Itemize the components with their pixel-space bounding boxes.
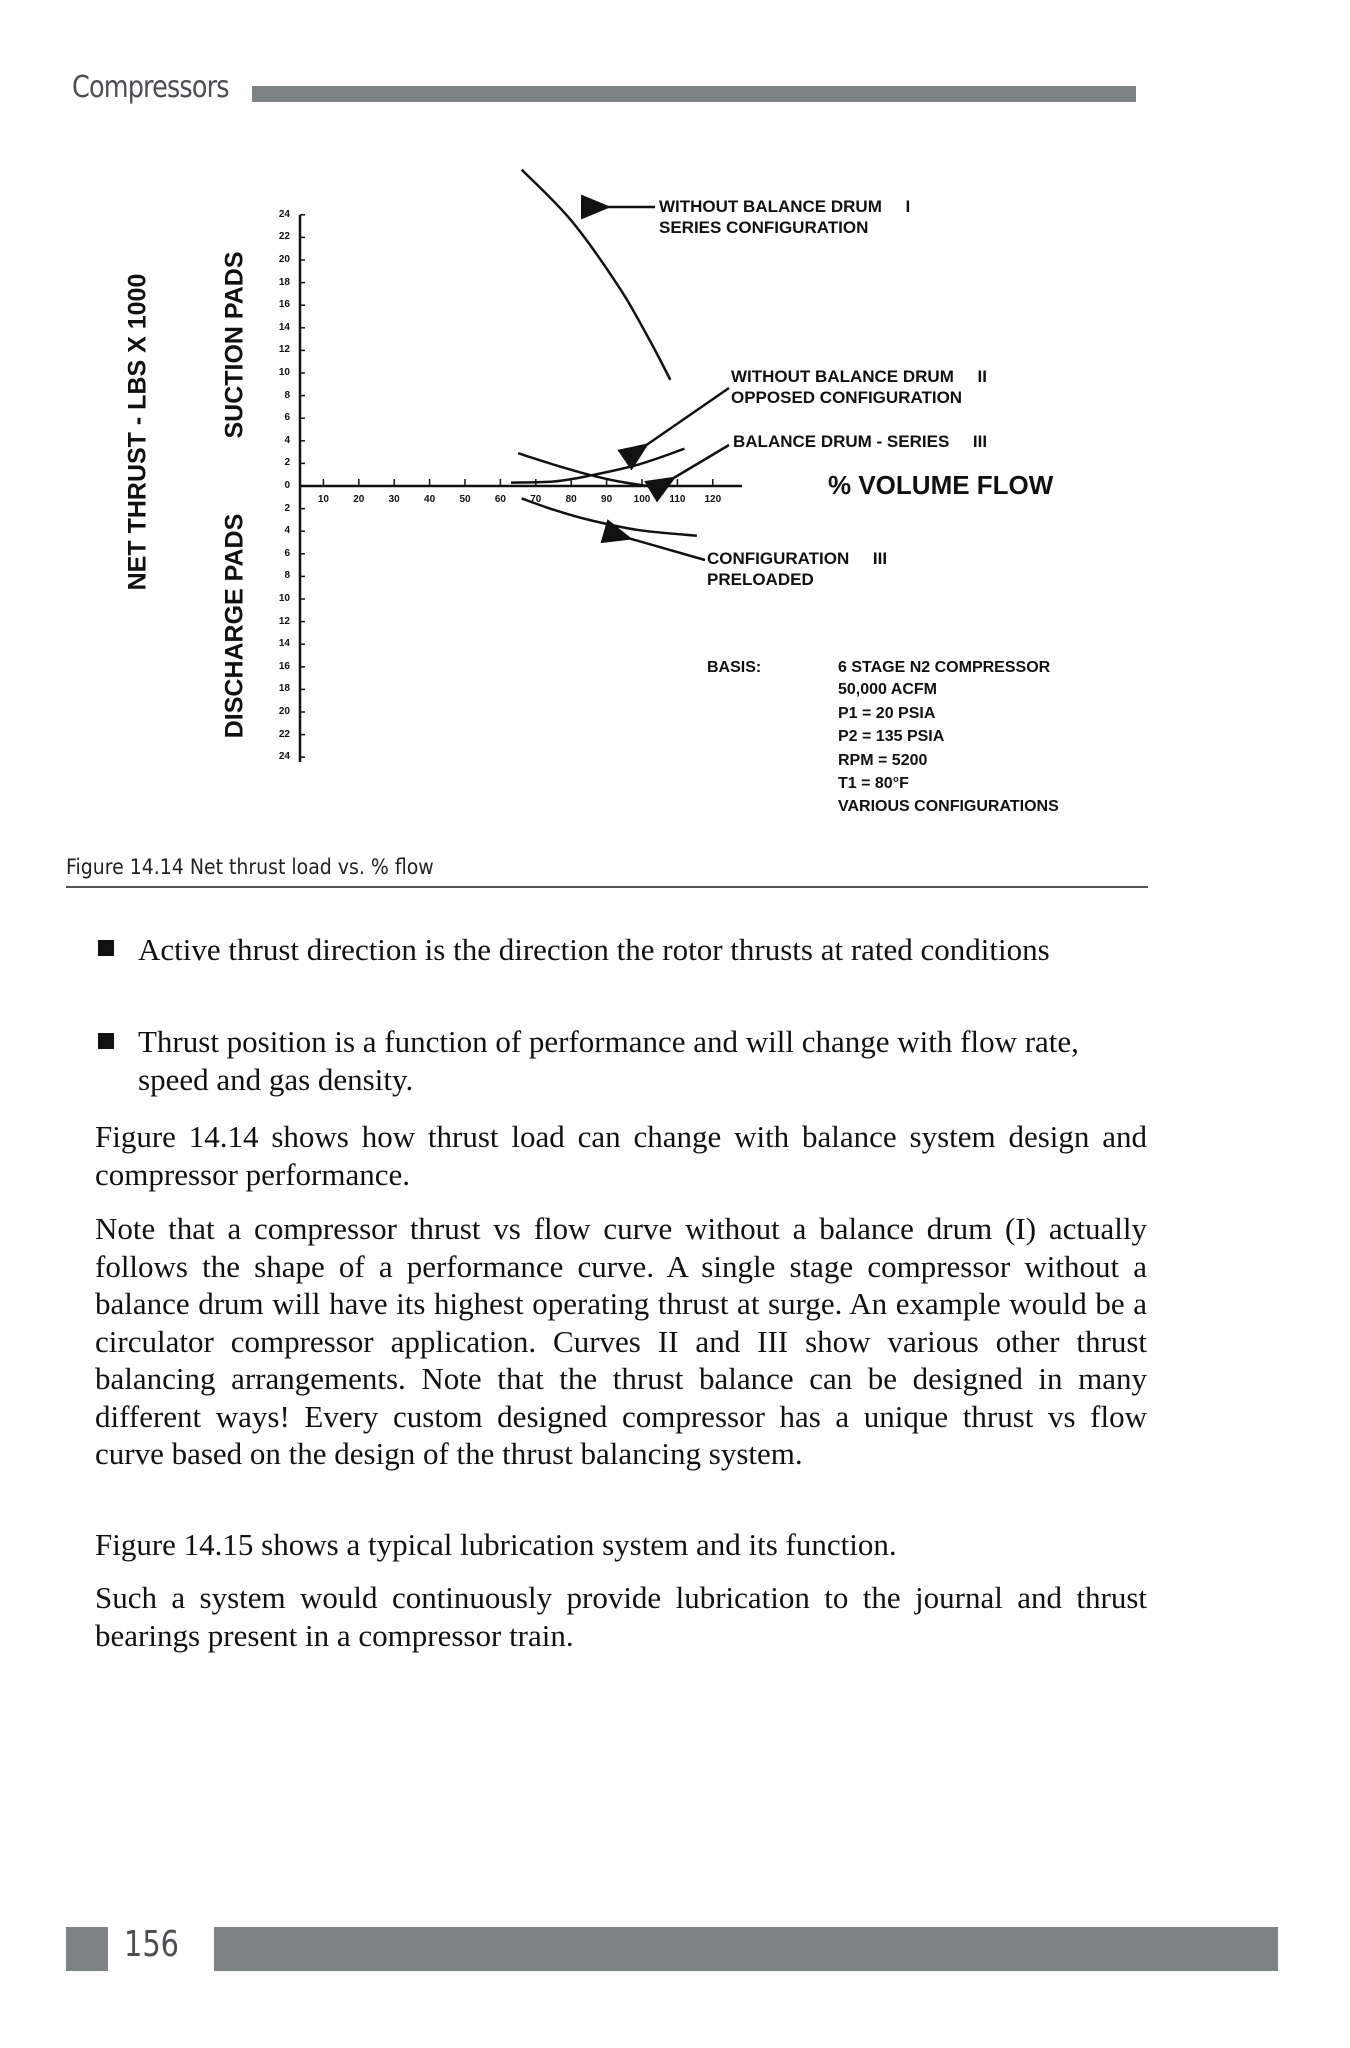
caption-rule — [66, 886, 1148, 888]
tick-label: 4 — [284, 525, 290, 537]
basis-line: RPM = 5200 — [838, 752, 928, 769]
footer-block — [66, 1927, 108, 1971]
paragraph: Figure 14.14 shows how thrust load can change with balance system design and compressor performance. — [95, 1119, 1147, 1192]
tick-label: 18 — [278, 276, 290, 288]
tick-label: 2 — [284, 502, 290, 514]
x-axis-title: % VOLUME FLOW — [828, 470, 1054, 500]
footer-bar — [214, 1927, 1278, 1971]
arrow-curve4 — [628, 538, 705, 560]
tick-label: 6 — [284, 547, 290, 559]
figure-caption: Figure 14.14 Net thrust load vs. % flow — [66, 855, 434, 879]
tick-label: 16 — [278, 660, 290, 672]
section-title: Compressors — [72, 70, 229, 105]
y-upper-label: SUCTION PADS — [220, 251, 249, 439]
annotation-curve2-line1: WITHOUT BALANCE DRUM II — [731, 367, 987, 386]
annotation-curve2-line2: OPPOSED CONFIGURATION — [731, 388, 963, 407]
tick-label: 2 — [284, 457, 290, 469]
tick-label: 90 — [601, 494, 613, 505]
tick-label: 80 — [565, 494, 577, 505]
basis-line: P2 = 135 PSIA — [838, 728, 945, 745]
tick-label: 24 — [278, 751, 290, 763]
bullet-icon — [98, 940, 114, 956]
tick-label: 20 — [278, 706, 290, 717]
tick-label: 22 — [278, 231, 290, 243]
y-axis-title: NET THRUST - LBS X 1000 — [123, 273, 152, 591]
tick-label: 50 — [459, 494, 471, 505]
thrust-chart — [0, 0, 1350, 900]
basis-line: VARIOUS CONFIGURATIONS — [838, 798, 1059, 815]
annotation-curve4-line1: CONFIGURATION III — [707, 549, 888, 568]
tick-label: 30 — [388, 494, 400, 505]
basis-line: P1 = 20 PSIA — [838, 705, 936, 722]
tick-label: 4 — [284, 434, 290, 446]
tick-label: 100 — [633, 494, 651, 505]
tick-label: 18 — [278, 683, 290, 695]
basis-label: BASIS: — [707, 659, 762, 676]
annotation-curve1-line2: SERIES CONFIGURATION — [659, 218, 869, 237]
series-line-1 — [522, 170, 671, 380]
tick-label: 14 — [278, 638, 290, 650]
bullet-text: Active thrust direction is the direction the rotor thrusts at rated conditions — [138, 932, 1050, 967]
tick-label: 20 — [353, 494, 365, 505]
tick-label: 20 — [278, 254, 290, 265]
tick-label: 14 — [278, 321, 290, 333]
arrow-curve2 — [645, 388, 729, 446]
tick-label: 10 — [278, 593, 290, 604]
tick-label: 8 — [284, 389, 290, 401]
tick-label: 10 — [317, 494, 329, 505]
annotation-curve4-line2: PRELOADED — [707, 570, 814, 589]
tick-label: 0 — [284, 480, 290, 491]
basis-line: 50,000 ACFM — [838, 681, 937, 698]
basis-line: 6 STAGE N2 COMPRESSOR — [838, 659, 1051, 676]
tick-label: 120 — [704, 494, 722, 505]
tick-label: 70 — [530, 494, 542, 505]
page-number: 156 — [124, 1924, 179, 1965]
tick-label: 22 — [278, 728, 290, 740]
tick-label: 24 — [278, 208, 290, 220]
bullet-icon — [98, 1033, 114, 1049]
annotation-curve3: BALANCE DRUM - SERIES III — [733, 432, 988, 451]
paragraph: Figure 14.15 shows a typical lubrication system and its function. — [95, 1527, 897, 1562]
tick-label: 10 — [278, 367, 290, 378]
basis-line: T1 = 80°F — [838, 775, 909, 792]
annotation-curve1-line1: WITHOUT BALANCE DRUM I — [659, 197, 911, 216]
tick-label: 12 — [278, 344, 290, 356]
tick-label: 110 — [669, 494, 686, 505]
bullet-text: Thrust position is a function of performance and will change with flow rate, speed and gas density. — [138, 1024, 1079, 1097]
tick-label: 6 — [284, 412, 290, 424]
tick-label: 12 — [278, 615, 290, 627]
tick-label: 8 — [284, 570, 290, 582]
tick-label: 16 — [278, 299, 290, 311]
paragraph: Note that a compressor thrust vs flow curve without a balance drum (I) actually follows the shape of a performance curve. A single stage compressor without a balance drum will have its highest operating thrust at surge. An example would be a circulator compressor application. Curves II and III show various other thrust balancing arrangements. Note that the thrust balance can be designed in many different ways! Every custom designed compressor has a unique thrust vs flow curve based on the design of the thrust balancing system. — [95, 1211, 1147, 1471]
y-lower-label: DISCHARGE PADS — [220, 513, 249, 739]
tick-label: 40 — [424, 494, 436, 505]
tick-label: 60 — [494, 494, 506, 505]
paragraph: Such a system would continuously provide lubrication to the journal and thrust bearings present in a compressor train. — [95, 1580, 1147, 1653]
series-line-4 — [522, 498, 697, 535]
